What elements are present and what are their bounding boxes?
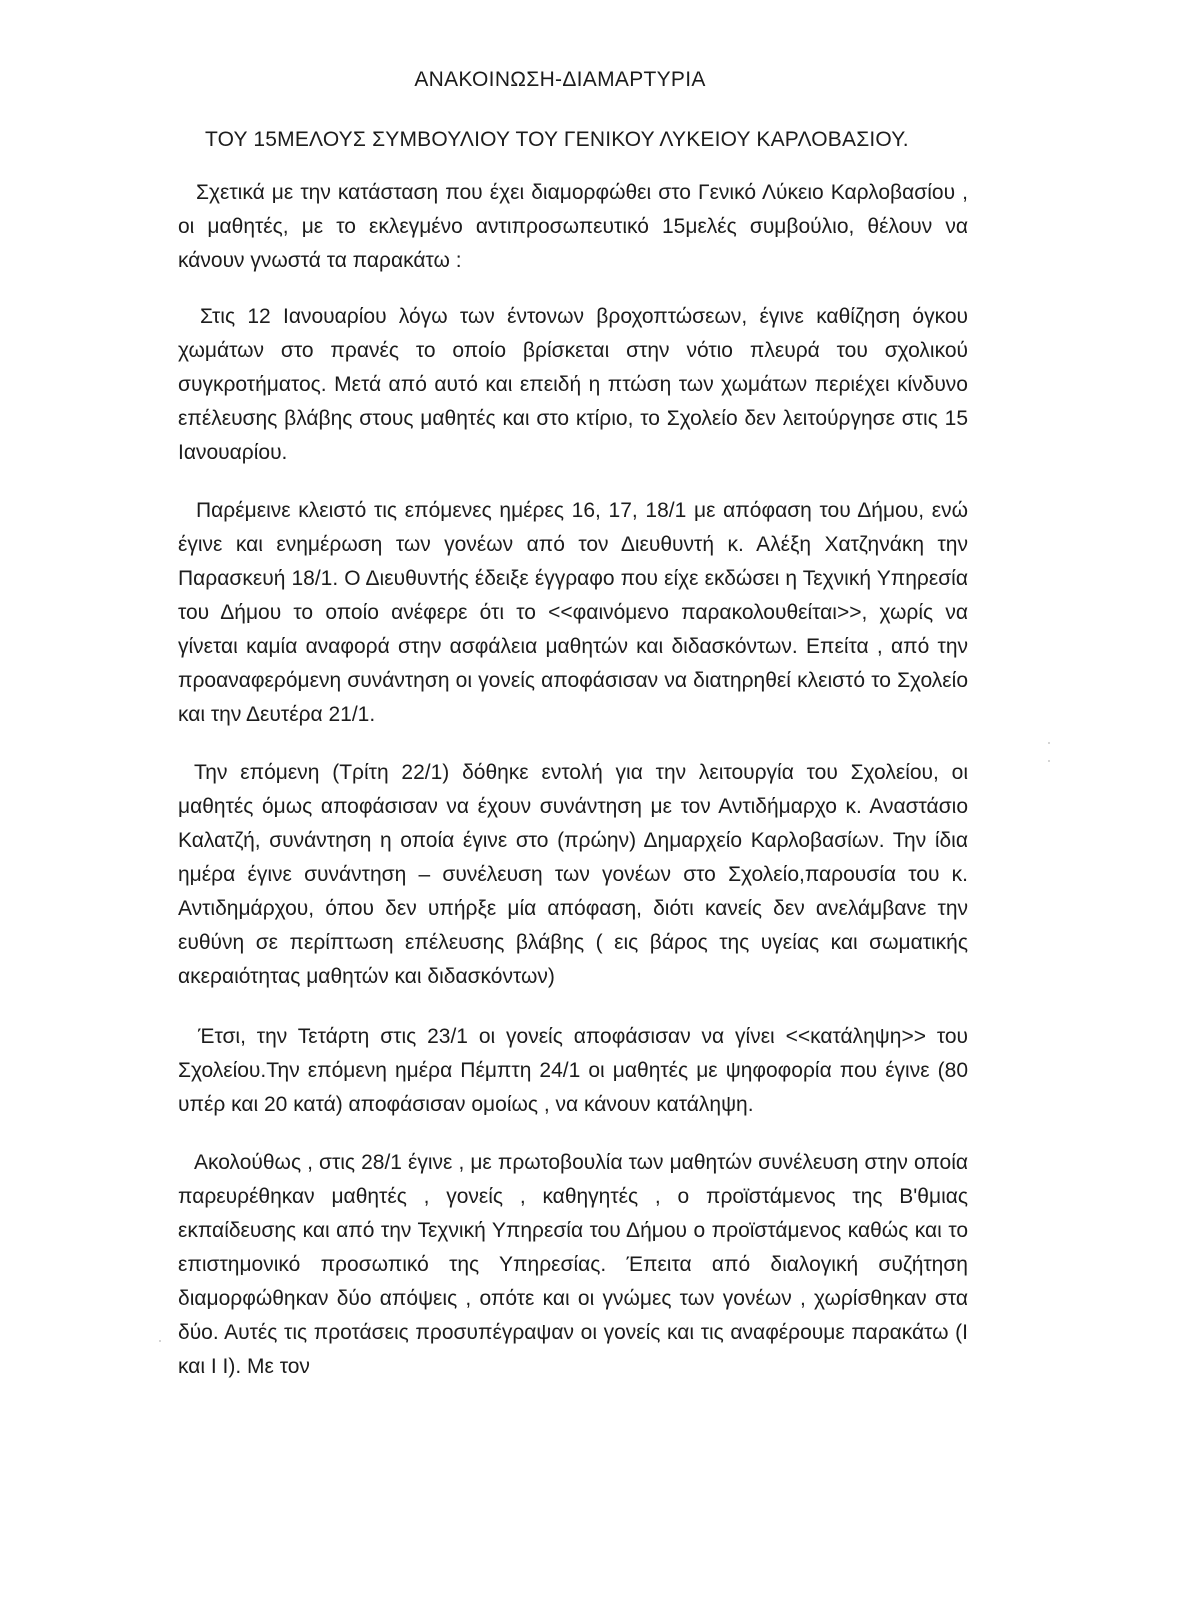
paragraph-closure: Παρέμεινε κλειστό τις επόμενες ημέρες 16, 17, 18/1 με απόφαση του Δήμου, ενώ έγινε και ενημέρωση των γονέων από τον Διευθυντή κ. Αλέξη Χατζηνάκη την Παρασκευή 18/1. Ο Διευθυντής έδειξε έγγραφο που είχε εκδώσει η Τεχνική Υπηρεσία του Δήμου το οποίο ανέφερε ότι το <<φαινόμενο παρακολουθείται>>, χωρίς να γίνεται καμία αναφορά στην ασφάλεια μαθητών και διδασκόντων. Επείτα , από την προαναφερόμενη συνάντηση οι γονείς αποφάσισαν να διατηρηθεί κλειστό το Σχολείο και την Δευτέρα 21/1. (178, 499, 968, 726)
document-subtitle: ΤΟΥ 15ΜΕΛΟΥΣ ΣΥΜΒΟΥΛΙΟΥ ΤΟΥ ΓΕΝΙΚΟΥ ΛΥΚΕΙΟΥ ΚΑΡΛΟΒΑΣΙΟΥ. (205, 128, 909, 151)
paragraph-landslide: Στις 12 Ιανουαρίου λόγω των έντονων βροχοπτώσεων, έγινε καθίζηση όγκου χωμάτων στο πρανές το οποίο βρίσκεται στην νότιο πλευρά του σχολικού συγκροτήματος. Μετά από αυτό και επειδή η πτώση των χωμάτων περιέχει κίνδυνο επέλευσης βλάβης στους μαθητές και στο κτίριο, το Σχολείο δεν λειτούργησε στις 15 Ιανουαρίου. (178, 305, 968, 464)
scan-speck (159, 1340, 161, 1342)
paragraph-meeting: Την επόμενη (Τρίτη 22/1) δόθηκε εντολή για την λειτουργία του Σχολείου, οι μαθητές όμως αποφάσισαν να έχουν συνάντηση με τον Αντιδήμαρχο κ. Αναστάσιο Καλατζή, συνάντηση η οποία έγινε στο (πρώην) Δημαρχείο Καρλοβασίων. Την ίδια ημέρα έγινε συνάντηση – συνέλευση των γονέων στο Σχολείο,παρουσία του κ. Αντιδημάρχου, όπου δεν υπήρξε μία απόφαση, διότι κανείς δεν ανελάμβανε την ευθύνη σε περίπτωση επέλευσης βλάβης ( εις βάρος της υγείας και σωματικής ακεραιότητας μαθητών και διδασκόντων) (178, 761, 968, 988)
document-body (178, 176, 968, 1384)
scan-speck (1048, 760, 1050, 762)
paragraph-intro: Σχετικά με την κατάσταση που έχει διαμορφώθει στο Γενικό Λύκειο Καρλοβασίου , οι μαθητές, με το εκλεγμένο αντιπροσωπευτικό 15μελές συμβούλιο, θέλουν να κάνουν γνωστά τα παρακάτω : (178, 181, 968, 272)
document-title: ΑΝΑΚΟΙΝΩΣΗ-ΔΙΑΜΑΡΤΥΡΙΑ (414, 68, 706, 91)
paragraph-assembly: Ακολούθως , στις 28/1 έγινε , με πρωτοβουλία των μαθητών συνέλευση στην οποία παρευρέθηκαν μαθητές , γονείς , καθηγητές , ο προϊστάμενος της Β'θμιας εκπαίδευσης και από την Τεχνική Υπηρεσία του Δήμου ο προϊστάμενος καθώς και το επιστημονικό προσωπικό της Υπηρεσίας. Έπειτα από διαλογική συζήτηση διαμορφώθηκαν δύο απόψεις , οπότε και οι γνώμες των γονέων , χωρίσθηκαν στα δύο. Αυτές τις προτάσεις προσυπέγραψαν οι γονείς και τις αναφέρουμε παρακάτω (Ι και Ι Ι). Με τον (178, 1151, 968, 1378)
paragraph-occupation: Έτσι, την Τετάρτη στις 23/1 οι γονείς αποφάσισαν να γίνει <<κατάληψη>> του Σχολείου.Την επόμενη ημέρα Πέμπτη 24/1 οι μαθητές με ψηφοφορία που έγινε (80 υπέρ και 20 κατά) αποφάσισαν ομοίως , να κάνουν κατάληψη. (178, 1025, 968, 1116)
scan-speck (1048, 742, 1050, 744)
